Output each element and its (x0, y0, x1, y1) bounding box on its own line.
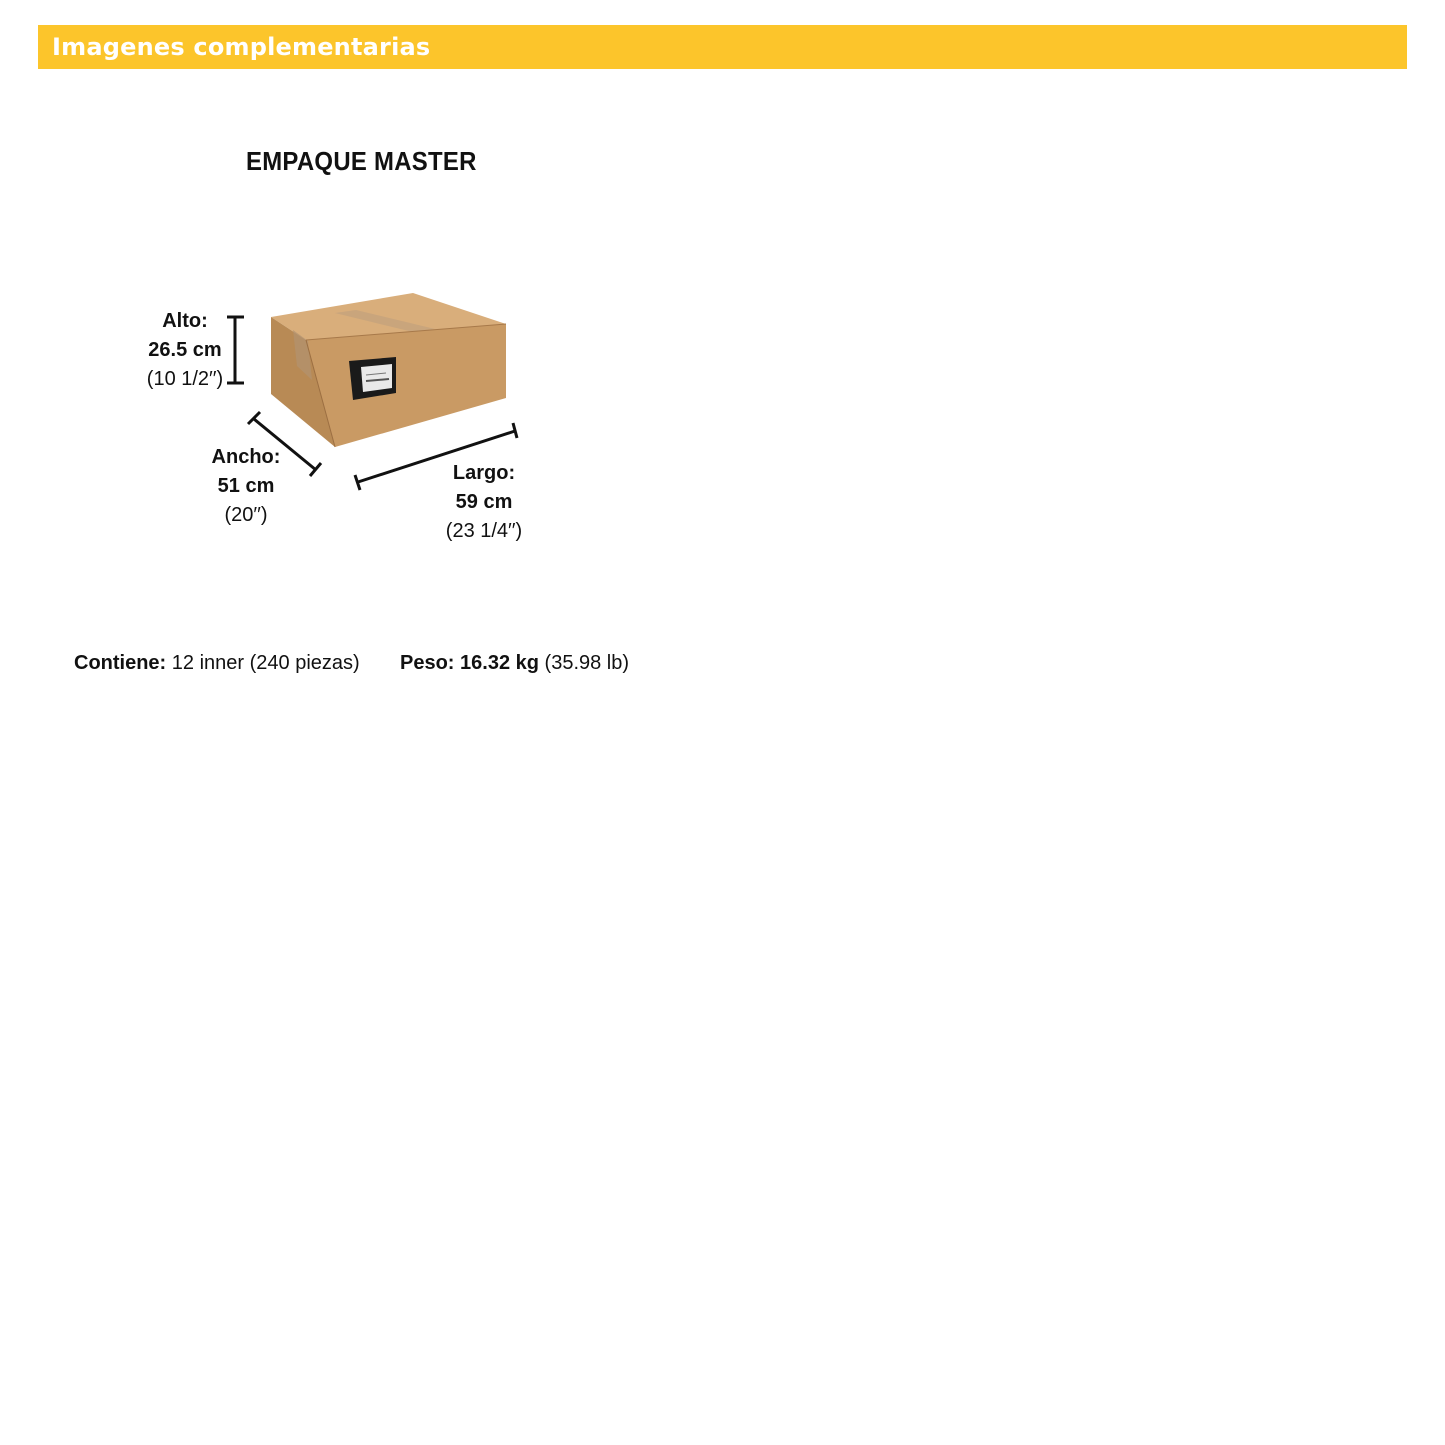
contents-info (74, 648, 360, 678)
width-metric: 51 cm (217, 475, 275, 497)
header-bar (38, 25, 1407, 69)
box-figure (130, 280, 550, 560)
width-imperial: (20′′) (224, 504, 268, 526)
height-title: Alto: (162, 310, 208, 332)
weight-info (400, 648, 629, 678)
height-label (125, 307, 245, 394)
height-imperial: (10 1/2′′) (146, 368, 224, 390)
cardboard-box (271, 293, 506, 447)
length-imperial: (23 1/4′′) (445, 520, 523, 542)
section-title: EMPAQUE MASTER (246, 146, 477, 176)
contents-value: 12 inner (240 piezas) (166, 652, 360, 674)
width-label (186, 443, 306, 530)
length-label (424, 459, 544, 546)
weight-imperial: (35.98 lb) (538, 652, 630, 674)
weight-label: Peso: (400, 652, 455, 674)
length-title: Largo: (452, 462, 516, 484)
header-title: Imagenes complementarias (52, 33, 431, 61)
length-metric: 59 cm (455, 491, 513, 513)
weight-value: 16.32 kg (454, 652, 539, 674)
width-title: Ancho: (211, 446, 281, 468)
contents-label: Contiene: (74, 652, 167, 674)
height-metric: 26.5 cm (148, 339, 222, 361)
